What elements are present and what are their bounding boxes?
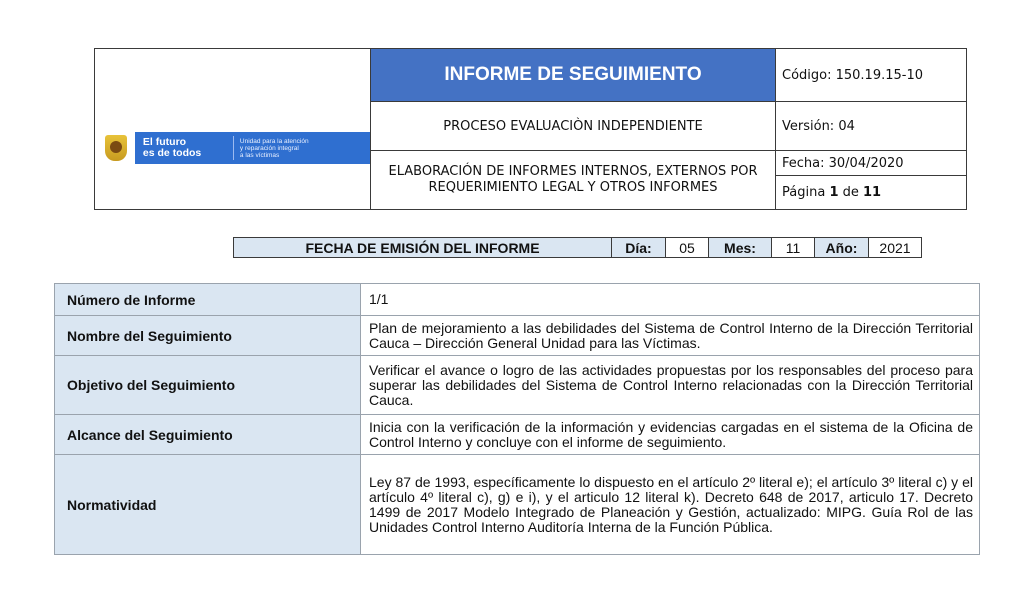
row-label: Número de Informe bbox=[55, 284, 361, 316]
row-label: Nombre del Seguimiento bbox=[55, 316, 361, 356]
table-row bbox=[55, 455, 980, 555]
document-header bbox=[94, 48, 967, 210]
subprocess-name: ELABORACIÓN DE INFORMES INTERNOS, EXTERNOS POR REQUERIMIENTO LEGAL Y OTROS INFORMES bbox=[371, 151, 776, 210]
row-label: Alcance del Seguimiento bbox=[55, 415, 361, 455]
emission-date-row bbox=[233, 237, 922, 258]
logo-slogan: El futuro es de todos bbox=[142, 136, 202, 159]
year-value: 2021 bbox=[869, 238, 922, 258]
row-label: Objetivo del Seguimiento bbox=[55, 356, 361, 415]
logo-band bbox=[135, 132, 370, 164]
month-label: Mes: bbox=[709, 238, 772, 258]
row-value: 1/1 bbox=[361, 284, 980, 316]
code-cell: Código: 150.19.15-10 bbox=[776, 49, 967, 102]
coat-of-arms-icon bbox=[105, 135, 127, 161]
table-row bbox=[55, 356, 980, 415]
logo-divider bbox=[233, 136, 234, 160]
version-cell: Versión: 04 bbox=[776, 102, 967, 151]
table-row bbox=[55, 415, 980, 455]
row-label: Normatividad bbox=[55, 455, 361, 555]
logo-cell bbox=[95, 49, 371, 210]
emission-label: FECHA DE EMISIÓN DEL INFORME bbox=[234, 238, 612, 258]
logo-unit-name: Unidad para la atención y reparación integral a las víctimas bbox=[239, 137, 309, 159]
table-row bbox=[55, 316, 980, 356]
row-value: Inicia con la verificación de la información y evidencias cargadas en el sistema de la Oficina de Control Interno y concluye con el informe de seguimiento. bbox=[361, 415, 980, 455]
report-title: INFORME DE SEGUIMIENTO bbox=[371, 49, 776, 102]
row-value: Verificar el avance o logro de las actividades propuestas por los responsables del proceso para superar las debilidades del Sistema de Control Interno relacionadas con la Dirección Territorial Cauca. bbox=[361, 356, 980, 415]
process-name: PROCESO EVALUACIÒN INDEPENDIENTE bbox=[371, 102, 776, 151]
date-cell: Fecha: 30/04/2020 bbox=[776, 151, 967, 176]
month-value: 11 bbox=[772, 238, 815, 258]
table-row bbox=[55, 284, 980, 316]
page-total: 11 bbox=[863, 185, 882, 200]
row-value: Ley 87 de 1993, específicamente lo dispuesto en el artículo 2º literal e); el artículo 3º literal c) y el artículo 4º literal c), g) e i), y el articulo 12 literal k). Decreto 648 de 2017, articulo 17. Decreto 1499 de 2017 Modelo Integrado de Planeación y Gestión, actualizado: MIPG. Guía Rol de las Unidades Control Interno Auditoría Interna de la Función Pública. bbox=[361, 455, 980, 555]
row-value: Plan de mejoramiento a las debilidades del Sistema de Control Interno de la Dirección Territorial Cauca – Dirección General Unidad para las Víctimas. bbox=[361, 316, 980, 356]
report-info-table bbox=[54, 283, 980, 555]
logo bbox=[105, 132, 370, 164]
page-number: 1 bbox=[829, 185, 839, 200]
day-value: 05 bbox=[666, 238, 709, 258]
year-label: Año: bbox=[815, 238, 869, 258]
page-cell: Página 1 de 11 bbox=[776, 176, 967, 210]
day-label: Día: bbox=[612, 238, 666, 258]
